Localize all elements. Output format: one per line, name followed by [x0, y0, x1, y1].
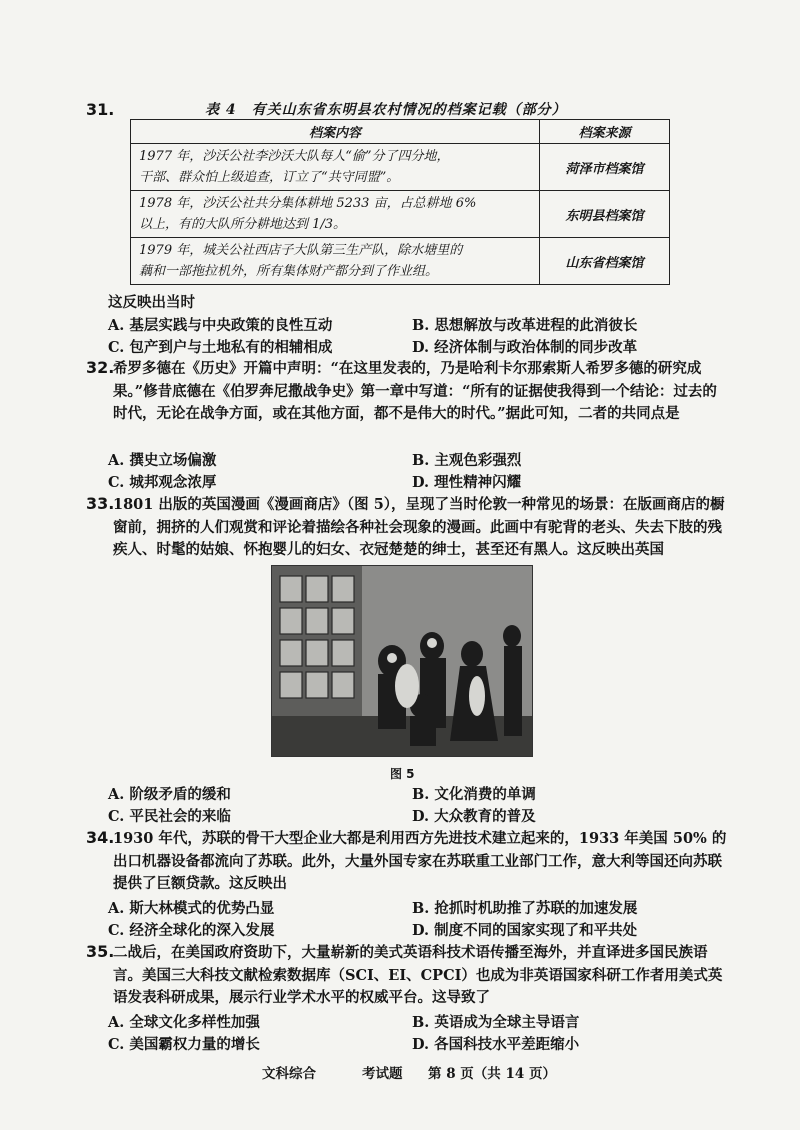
- row-source: 山东省档案馆: [540, 238, 670, 285]
- q34-option-c[interactable]: C. 经济全球化的深入发展: [108, 922, 275, 939]
- q31-stem: 这反映出当时: [108, 294, 195, 311]
- row-source: 菏泽市档案馆: [540, 144, 670, 191]
- header-source: 档案来源: [540, 120, 670, 144]
- q33-text: 1801 出版的英国漫画《漫画商店》（图 5），呈现了当时伦敦一种常见的场景：在版画商店的橱窗前，拥挤的人们观赏和评论着描绘各种社会现象的漫画。此画中有驼背的老头、失去下肢的残疾人、时髦的姑娘、怀抱婴儿的妇女、衣冠楚楚的绅士，甚至还有黑人。这反映出英国: [113, 496, 725, 558]
- q32-number: 32.: [86, 358, 115, 377]
- q33-option-d[interactable]: D. 大众教育的普及: [412, 808, 536, 825]
- cartoon-illustration: [272, 566, 532, 756]
- archive-table: [130, 119, 670, 285]
- q31-number: 31.: [86, 100, 115, 119]
- q34-option-a[interactable]: A. 斯大林模式的优势凸显: [108, 900, 275, 917]
- q35-option-c[interactable]: C. 美国霸权力量的增长: [108, 1036, 260, 1053]
- row-content-line: 藕和一部拖拉机外，所有集体财产都分到了作业组。: [139, 264, 439, 279]
- q33-option-a[interactable]: A. 阶级矛盾的缓和: [108, 786, 231, 803]
- table-row: [131, 238, 670, 285]
- table-row: [131, 144, 670, 191]
- row-content-line: 1977 年，沙沃公社李沙沃大队每人“偷”分了四分地，: [139, 149, 450, 164]
- q34-option-b[interactable]: B. 抢抓时机助推了苏联的加速发展: [412, 900, 638, 917]
- q32-option-c[interactable]: C. 城邦观念浓厚: [108, 474, 217, 491]
- q31-option-a[interactable]: A. 基层实践与中央政策的良性互动: [108, 317, 333, 334]
- q32-text: 希罗多德在《历史》开篇中声明：“在这里发表的，乃是哈利卡尔那索斯人希罗多德的研究成果。”修昔底德在《伯罗奔尼撒战争史》第一章中写道：“所有的证据使我得到一个结论：过去的时代，无论在战争方面，或在其他方面，都不是伟大的时代。”据此可知，二者的共同点是: [113, 360, 717, 422]
- q35-option-b[interactable]: B. 英语成为全球主导语言: [412, 1014, 580, 1031]
- table-caption: 表 4 有关山东省东明县农村情况的档案记载（部分）: [205, 102, 567, 118]
- cartoon-figure: [271, 565, 533, 757]
- q33-option-c[interactable]: C. 平民社会的来临: [108, 808, 231, 825]
- q35-number: 35.: [86, 942, 115, 961]
- q34-number: 34.: [86, 828, 115, 847]
- row-content: [131, 191, 540, 238]
- table-header-row: [131, 120, 670, 144]
- q31-option-b[interactable]: B. 思想解放与改革进程的此消彼长: [412, 317, 638, 334]
- row-content-line: 干部、群众怕上级追查，订立了“共守同盟”。: [139, 170, 400, 185]
- footer-subject: 文科综合: [262, 1066, 316, 1082]
- row-content: [131, 144, 540, 191]
- q31-option-c[interactable]: C. 包产到户与土地私有的相辅相成: [108, 339, 333, 356]
- row-source: 东明县档案馆: [540, 191, 670, 238]
- table-row: [131, 191, 670, 238]
- row-content-line: 1978 年，沙沃公社共分集体耕地 5233 亩，占总耕地 6%: [139, 196, 477, 211]
- figure-caption: 图 5: [390, 767, 415, 781]
- q31-option-d[interactable]: D. 经济体制与政治体制的同步改革: [412, 339, 638, 356]
- header-content: 档案内容: [131, 120, 540, 144]
- q33-option-b[interactable]: B. 文化消费的单调: [412, 786, 536, 803]
- q35-option-a[interactable]: A. 全球文化多样性加强: [108, 1014, 260, 1031]
- q32-option-d[interactable]: D. 理性精神闪耀: [412, 474, 522, 491]
- footer-paper: 考试题: [362, 1066, 403, 1082]
- q35-text: 二战后，在美国政府资助下，大量崭新的美式英语科技术语传播至海外，并直译进多国民族语言。美国三大科技文献检索数据库（SCI、EI、CPCI）也成为非英语国家科研工作者用美式英语发表科研成果，展示行业学术水平的权威平台。这导致了: [113, 944, 723, 1006]
- q33-number: 33.: [86, 494, 115, 513]
- q32-option-a[interactable]: A. 撰史立场偏激: [108, 452, 217, 469]
- q34-text: 1930 年代，苏联的骨干大型企业大都是利用西方先进技术建立起来的，1933 年美国 50% 的出口机器设备都流向了苏联。此外，大量外国专家在苏联重工业部门工作，意大利等国还向苏联提供了巨额贷款。这反映出: [113, 830, 727, 892]
- row-content-line: 1979 年，城关公社西店子大队第三生产队，除水塘里的: [139, 243, 463, 258]
- footer-page: 第 8 页（共 14 页）: [428, 1066, 556, 1082]
- q34-option-d[interactable]: D. 制度不同的国家实现了和平共处: [412, 922, 638, 939]
- q32-option-b[interactable]: B. 主观色彩强烈: [412, 452, 522, 469]
- q35-option-d[interactable]: D. 各国科技水平差距缩小: [412, 1036, 580, 1053]
- row-content: [131, 238, 540, 285]
- row-content-line: 以上，有的大队所分耕地达到 1/3。: [139, 217, 347, 232]
